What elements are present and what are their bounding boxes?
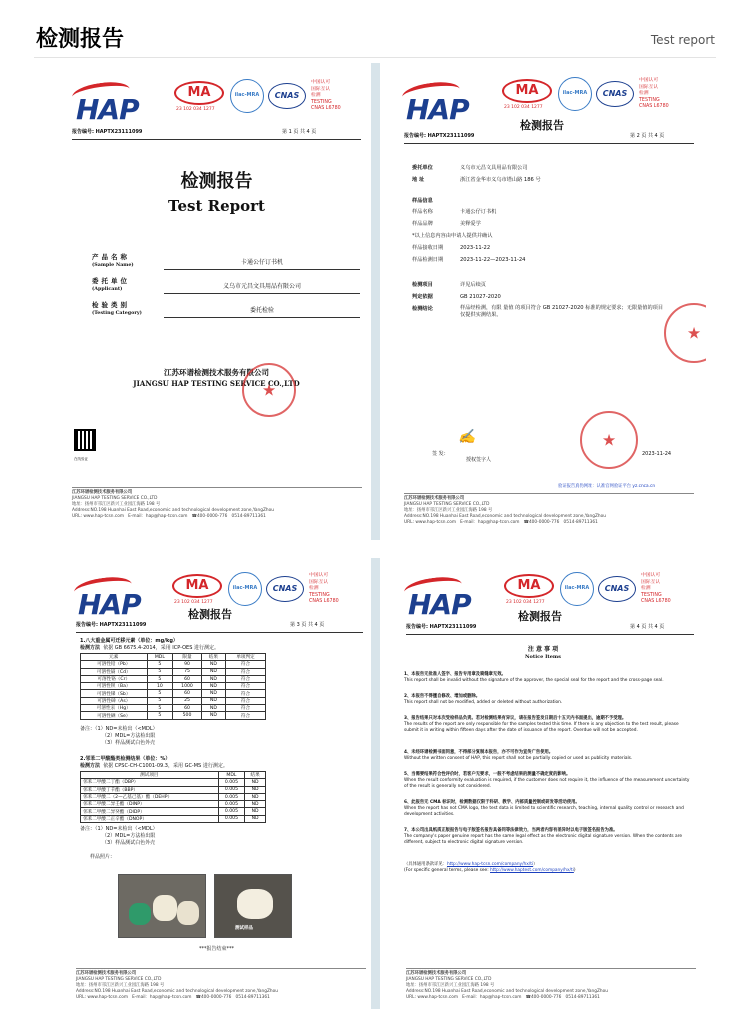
notice-item: 7、本公司出具纸质正版报告与电子版签名报告具备同等法律效力，当两者内容有差异时以电子版签名报告为准。 The company's paper genuine report has the same legal effect as the electronic digital signature version. When the contents are different, subject to electronic digital signature version. [404,828,682,845]
info-row: *以上信息内容由申请人提供并确认 [412,233,493,239]
rule [72,139,361,140]
seal-stamp-icon [664,303,706,363]
notice-item: 1、本报告无批准人签字、报告专用章及骑缝章无效。 This report shall be invalid without the signature of the approver, the special seal for the report and the cross-page seal. [404,672,664,683]
table-row: 可溶性汞（Hg） 5 60 ND 符合 [81,705,266,712]
table-row: 可溶性镉（Cd） 5 75 ND 符合 [81,668,266,675]
table-row: 可溶性硒（Se） 5 500 ND 符合 [81,712,266,719]
section-1-title: 1.八大重金属可迁移元素（单位：mg/kg） [80,638,178,644]
field-label-applicant: 委托单位 (Applicant) [92,277,130,292]
cma-mark-icon: MA [172,574,222,598]
table-row: 可溶性铅（Pb） 5 90 ND 符合 [81,661,266,668]
report-number: 报告编号: HAPTX23111099 [76,622,147,628]
field-value-sample: 卡通公仔订书机 [164,257,360,270]
report-number: 报告编号: HAPTX23111099 [72,129,143,135]
report-number: 报告编号: HAPTX23111099 [406,624,477,630]
info-row: 样品名称 卡通公仔订书机 [412,209,497,215]
cnas-accreditation-text: 中国认可 国际互认 检测 TESTING CNAS L6780 [309,573,339,605]
hap-logo: HAP [72,83,134,127]
ilac-mark-icon: ilac-MRA [228,572,262,606]
company-name-cn: 江苏环谱检测技术服务有限公司 [164,368,269,377]
cnas-accreditation-text: 中国认可 国际互认 检测 TESTING CNAS L6780 [641,573,671,605]
info-row: 判定依据 GB 21027-2020 [412,294,501,300]
cnas-mark-icon: CNAS [598,576,636,602]
hap-logo: HAP [404,578,466,622]
field-label-category: 检验类别 (Testing Category) [92,301,142,316]
table-header-row: 测试项目 MDL 结果 [81,772,266,779]
notice-item: 4、未经环谱检测书面同意，不得部分复制本报告，亦不可作为宣传广告使用。 Without the written consent of HAP, this report shall not be partially copied or used as publicity materials. [404,750,633,761]
rule [404,143,694,144]
field-value-applicant: 义乌市元昌文具用品有限公司 [164,281,360,294]
table-row: 可溶性锑（Sb） 5 60 ND 符合 [81,690,266,697]
report-heading: 检测报告 [520,119,564,132]
page-number: 第 2 页 共 4 页 [630,133,665,139]
cover-title-cn: 检测报告 [180,171,253,192]
company-name-en: JIANGSU HAP TESTING SERVICE CO.,LTD [133,379,300,388]
notice-item: 5、当需要结果符合性评价时，若客户无要求，一般不考虑结果的测量不确定度的影响。 When the result conformity evaluation is required, if the customer does not require it, the influence of the measurement uncertainty of the result is generally not considered. [404,772,690,789]
table-header-row: 元素 MDL 限量 结果 单项判定 [81,654,266,661]
info-row: 检测项目 详见后续页 [412,282,486,288]
field-value-category: 委托检验 [164,305,360,318]
sample-photo-icon[interactable]: 测试样品 [214,874,292,938]
info-row: 样品品牌 美释爱学 [412,221,481,227]
info-row: 样品检测日期 2023-11-22—2023-11-24 [412,257,526,263]
photo-section-title: 样品照片： [90,854,116,860]
general-terms-link: （具体通用条款详见：http://www.hap-tcsn.com/company/hx/ti） (For specific general terms, please see: http://www.haptest.com/company/hx/ti) [404,862,576,873]
section-header: 样品信息 [412,198,433,204]
signer-caption: 授权签字人 [466,457,492,463]
report-page-1[interactable] [62,63,371,540]
table-row: 可溶性砷（As） 5 25 ND 符合 [81,697,266,704]
heavy-metals-table [80,653,266,720]
rule [406,634,694,635]
sign-date: 2023-11-24 [642,451,672,457]
table-row: 邻苯二甲酸二异癸酯（DIDP） 0.005 ND [81,808,266,815]
page-subtitle: Test report [650,33,715,47]
cma-mark-icon: MA [502,79,552,103]
section-2-title: 2.邻苯二甲酸酯类检测结果（单位：%） [80,756,171,762]
report-end: ***报告结束*** [198,946,234,952]
cover-title-en: Test Report [168,197,265,215]
cma-mark-icon: MA [174,81,224,105]
phthalates-table [80,771,266,823]
cnas-mark-icon: CNAS [268,83,306,109]
table-row: 邻苯二甲酸二（2—乙基己基）酯（DEHP） 0.005 ND [81,793,266,800]
page-footer: 江苏环谱检测技术服务有限公司 JIANGSU HAP TESTING SERVICE CO.,LTD 地址：扬州市邗江区新兴工业园江海路 198 号 Address:NO.198 Huanhai East Road,economic and technological development zone,YangZhou URL: www.hap-tcsn.com E-mail：hap@hap-tcsn.com ☎400-0000-776 0514-89711361 [72,487,362,520]
report-page-3[interactable] [62,558,371,1009]
page-title: 检测报告 [36,27,125,52]
table-row: 可溶性钡（Ba） 10 1000 ND 符合 [81,683,266,690]
section-1-method: 检测方法 依据 GB 6675.4-2014，采用 ICP-OES 进行测定。 [80,645,219,651]
certification-marks: MA 23 102 034 1277 ilac-MRA CNAS 中国认可 国际互认 检测 TESTING CNAS L6780 [176,80,341,112]
qr-code-icon[interactable] [74,429,96,451]
header-divider [34,57,716,58]
page-footer: 江苏环谱检测技术服务有限公司 JIANGSU HAP TESTING SERVICE CO.,LTD 地址：扬州市邗江区新兴工业园江海路 198 号 Address:NO.198 Huanhai East Road,economic and technological development zone,YangZhou URL: www.hap-tcsn.com E-mail：hap@hap-tcsn.com ☎400-0000-776 0514-89711361 [406,968,696,1001]
seal-stamp-icon [242,363,296,417]
cnas-accreditation-text: 中国认可 国际互认 检测 TESTING CNAS L6780 [311,80,341,112]
notice-title-en: Notice Items [524,654,561,660]
cma-mark-icon: MA [504,574,554,598]
table-1-notes: 备注：（1）ND=未检出（<MDL） （2）MDL=方法检出限 （3）样品测试白色外壳 [80,726,158,746]
rule [76,632,363,633]
terms-link-cn[interactable]: http://www.hap-tcsn.com/company/hx/ti [446,862,534,867]
table-2-notes: 备注：（1）ND=未检出（<MDL） （2）MDL=方法检出限 （3）样品测试白色外壳 [80,826,158,846]
page-number: 第 1 页 共 4 页 [282,129,317,135]
notice-item: 6、此报告无 CMA 标识时，检测数据仅限于科研、教学、内部质量控制或研发等活动使用。 When the report has not CMA logo, the test data is limited to scientific research, teaching, internal quality control or research and development activities. [404,800,684,817]
table-row: 邻苯二甲酸二丁酯（DBP） 0.005 ND [81,779,266,786]
table-row: 可溶性铬（Cr） 5 60 ND 符合 [81,675,266,682]
page-footer: 江苏环谱检测技术服务有限公司 JIANGSU HAP TESTING SERVICE CO.,LTD 地址：扬州市邗江区新兴工业园江海路 198 号 Address:NO.198 Huanhai East Road,economic and technological development zone,YangZhou URL: www.hap-tcsn.com E-mail：hap@hap-tcsn.com ☎400-0000-776 0514-89711361 [404,493,694,526]
info-row: 检测结论 样品经检测，有限 量值 的项目符合 GB 21027-2020 标准的规定要求；无限量值的项目仅提供实测结果。 [412,305,664,318]
ilac-mark-icon: ilac-MRA [560,572,594,606]
sample-photo-icon[interactable] [118,874,206,938]
cnas-accreditation-text: 中国认可 国际互认 检测 TESTING CNAS L6780 [639,78,669,110]
signature-icon: ✍ [458,429,476,445]
info-row: 委托单位 义乌市元昌文具用品有限公司 [412,165,528,171]
section-2-method: 检测方法 依据 CPSC-CH-C1001-09.3，采用 GC-MS 进行测定。 [80,763,228,769]
table-row: 邻苯二甲酸二异壬酯（DINP） 0.005 ND [81,801,266,808]
info-row: 样品接收日期 2023-11-22 [412,245,491,251]
table-row: 邻苯二甲酸丁苄酯（BBP） 0.005 ND [81,786,266,793]
verify-link[interactable]: 验证报告真伪网址：认准官网验证平台 yz.cnca.cn [558,484,656,489]
ilac-mark-icon: ilac-MRA [558,77,592,111]
table-row: 邻苯二甲酸二正辛酯（DNOP） 0.005 ND [81,815,266,822]
notice-item: 2、本报告不得擅自修改、增加或删除。 This report shall not be modified, added or deleted without authorization. [404,694,563,705]
terms-link-en[interactable]: http://www.haptest.com/company/hx/ti [490,868,574,873]
notice-title-cn: 注 意 事 项 [527,646,559,653]
certification-marks: MA 23 102 034 1277 ilac-MRA CNAS 中国认可 国际互认 检测 TESTING CNAS L6780 [174,573,339,605]
info-row: 地 址 浙江省金华市义乌市塔山路 186 号 [412,177,541,183]
qr-caption: 在线验证 [74,457,88,461]
cnas-mark-icon: CNAS [266,576,304,602]
hap-logo: HAP [74,578,136,622]
page-header [0,0,750,58]
ilac-mark-icon: ilac-MRA [230,79,264,113]
page-number: 第 4 页 共 4 页 [630,624,665,630]
report-heading: 检测报告 [188,608,232,621]
signature-label: 签 发： [432,451,449,457]
report-heading: 检测报告 [518,610,562,623]
notice-item: 3、报告结果只对本次受检样品负责。若对检测结果有异议，请在报告签发日期后十五天内书面提出，逾期不予受理。 The results of the report are only responsible for the samples tested this time. If there is any objection to the test result, please submit it in writing within fifteen days after the date of issuance of the report. Overdue will not be accepted. [404,716,679,733]
page-number: 第 3 页 共 4 页 [290,622,325,628]
hap-logo: HAP [402,83,464,127]
certification-marks: MA 23 102 034 1277 ilac-MRA CNAS 中国认可 国际互认 检测 TESTING CNAS L6780 [504,78,669,110]
page-footer: 江苏环谱检测技术服务有限公司 JIANGSU HAP TESTING SERVICE CO.,LTD 地址：扬州市邗江区新兴工业园江海路 198 号 Address:NO.198 Huanhai East Road,economic and technological development zone,YangZhou URL: www.hap-tcsn.com E-mail：hap@hap-tcsn.com ☎400-0000-776 0514-89711361 [76,968,366,1001]
cnas-mark-icon: CNAS [596,81,634,107]
report-page-2[interactable] [380,63,706,540]
seal-stamp-icon [580,411,638,469]
certification-marks: MA 23 102 034 1277 ilac-MRA CNAS 中国认可 国际互认 检测 TESTING CNAS L6780 [506,573,671,605]
report-page-4[interactable] [380,558,706,1009]
report-number: 报告编号: HAPTX23111099 [404,133,475,139]
field-label-sample: 产品名称 (Sample Name) [92,253,134,268]
